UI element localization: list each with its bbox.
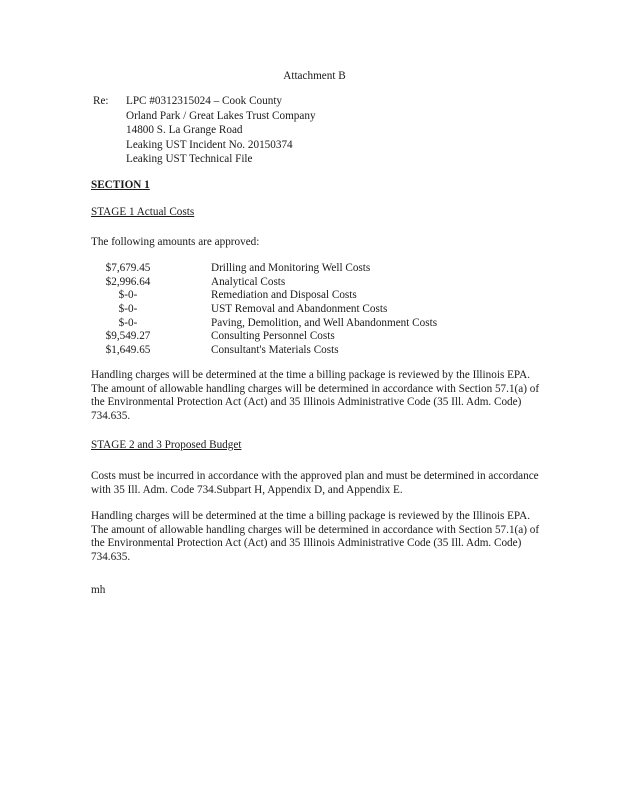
cost-amount: $-0- (118, 289, 138, 302)
cost-amount: $1,649.65 (105, 344, 151, 357)
cost-amount: $9,549.27 (105, 330, 151, 343)
costs-paragraph: Costs must be incurred in accordance with the approved plan and must be determined in accordance with 35 Ill. Adm. Code 734.Subpart H, Appendix D, and Appendix E. (91, 470, 539, 496)
cost-amount: $-0- (118, 316, 138, 329)
cost-description: Consultant's Materials Costs (211, 344, 339, 357)
stage1-heading: STAGE 1 Actual Costs (91, 206, 195, 218)
cost-description: Drilling and Monitoring Well Costs (211, 262, 371, 274)
cost-description: Paving, Demolition, and Well Abandonment Costs (211, 316, 438, 329)
attachment-title: Attachment B (283, 70, 346, 82)
cost-description: Analytical Costs (211, 275, 286, 288)
cost-description: UST Removal and Abandonment Costs (211, 303, 388, 316)
re-line: 14800 S. La Grange Road (126, 124, 243, 136)
re-line: LPC #0312315024 – Cook County (126, 95, 283, 107)
cost-amount: $-0- (118, 303, 138, 316)
stage23-heading: STAGE 2 and 3 Proposed Budget (91, 439, 242, 451)
cost-amount: $2,996.64 (105, 275, 151, 288)
approved-intro: The following amounts are approved: (91, 236, 260, 248)
handling-paragraph: Handling charges will be determined at the time a billing package is reviewed by the Illinois EPA. The amount of allowable handling charges will be determined in accordance with Section 57.1(a) of the Environmental Protection Act (Act) and 35 Illinois Administrative Code (35 Ill. Adm. Code) 734.635. (91, 510, 540, 563)
re-line: Orland Park / Great Lakes Trust Company (126, 109, 316, 122)
signature-initials: mh (91, 584, 106, 596)
section-heading: SECTION 1 (91, 179, 150, 191)
re-line: Leaking UST Incident No. 20150374 (126, 138, 293, 151)
cost-description: Remediation and Disposal Costs (211, 289, 357, 302)
re-label: Re: (93, 95, 109, 107)
handling-paragraph: Handling charges will be determined at the time a billing package is reviewed by the Illinois EPA. The amount of allowable handling charges will be determined in accordance with Section 57.1(a) of the Environmental Protection Act (Act) and 35 Illinois Administrative Code (35 Ill. Adm. Code) 734.635. (91, 369, 540, 422)
cost-amount: $7,679.45 (105, 262, 151, 274)
re-line: Leaking UST Technical File (126, 153, 253, 165)
re-block (126, 95, 316, 168)
cost-description: Consulting Personnel Costs (211, 330, 335, 343)
